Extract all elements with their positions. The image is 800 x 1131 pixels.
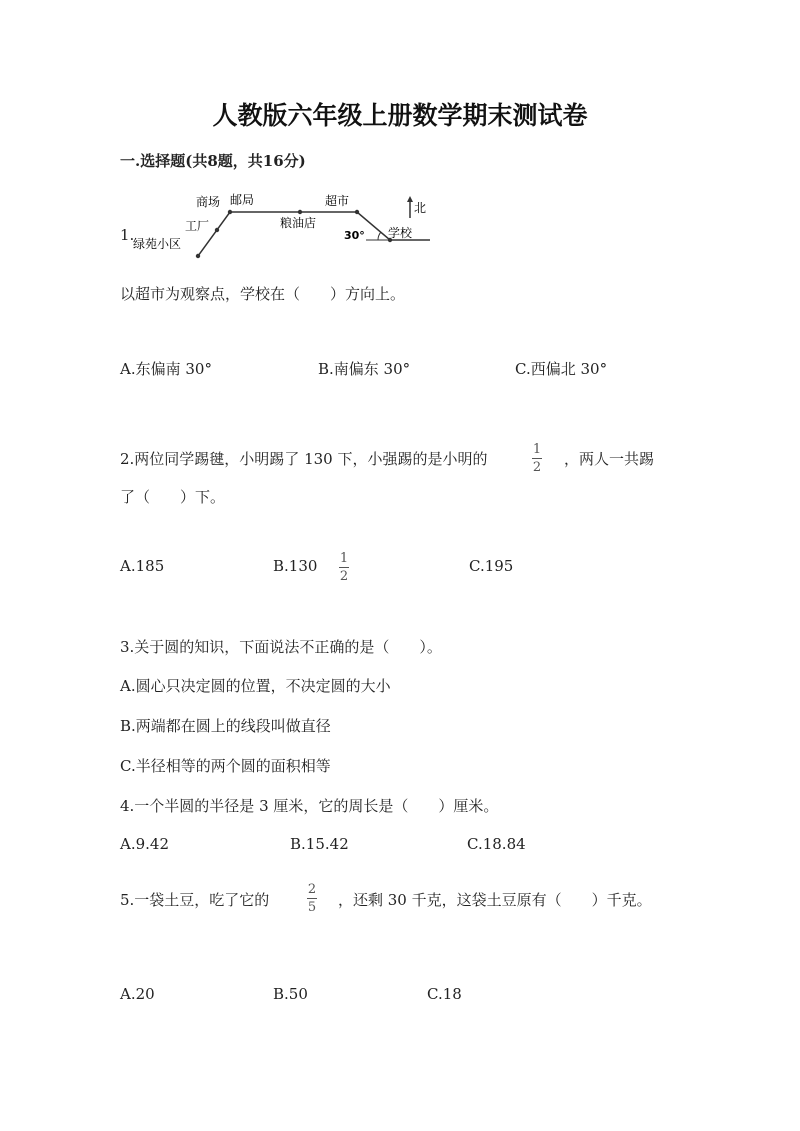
q5-text-b: ，还剩 30 千克，这袋土豆原有（ ）千克。 — [338, 891, 652, 909]
map-label-school: 学校 — [388, 226, 413, 240]
q2-option-a: A.185 — [120, 557, 165, 575]
q1-map-diagram — [130, 190, 440, 262]
q2-text-c: 了（ ）下。 — [120, 488, 226, 506]
q4-text: 4.一个半圆的半径是 3 厘米，它的周长是（ ）厘米。 — [120, 797, 499, 815]
q2-option-b: B.130 — [273, 557, 318, 575]
q3-text: 3.关于圆的知识，下面说法不正确的是（ ）。 — [120, 638, 442, 656]
map-label-post: 邮局 — [230, 193, 255, 207]
section-heading: 一.选择题(共8题，共16分) — [120, 152, 306, 170]
map-label-north: 北 — [414, 201, 427, 215]
q2-option-b-numerator: 1 — [339, 551, 349, 566]
q5-fraction-denominator: 5 — [307, 900, 317, 915]
q3-option-b: B.两端都在圆上的线段叫做直径 — [120, 717, 331, 735]
map-label-garden: 绿苑小区 — [133, 237, 182, 251]
page-title: 人教版六年级上册数学期末测试卷 — [212, 101, 588, 130]
q5-text-a: 5.一袋土豆，吃了它的 — [120, 891, 270, 909]
q4-option-b: B.15.42 — [290, 835, 349, 853]
map-label-grain: 粮油店 — [280, 216, 317, 230]
q2-option-b-fraction — [339, 552, 349, 583]
q3-option-a: A.圆心只决定圆的位置，不决定圆的大小 — [120, 677, 391, 695]
q4-option-c: C.18.84 — [467, 835, 526, 853]
q1-option-a: A.东偏南 30° — [120, 360, 212, 378]
map-label-angle: 30° — [344, 229, 365, 242]
q2-option-b-denominator: 2 — [339, 569, 349, 584]
q5-fraction-numerator: 2 — [307, 882, 317, 897]
q2-text-b: ，两人一共踢 — [564, 450, 655, 468]
q2-fraction — [532, 443, 542, 474]
q1-text: 以超市为观察点，学校在（ ）方向上。 — [120, 285, 406, 303]
map-label-mall: 商场 — [196, 195, 221, 209]
q2-option-c: C.195 — [469, 557, 514, 575]
q5-option-a: A.20 — [120, 985, 155, 1003]
q2-fraction-denominator: 2 — [532, 460, 542, 475]
q2-text-a: 2.两位同学踢毽，小明踢了 130 下，小强踢的是小明的 — [120, 450, 488, 468]
q5-option-c: C.18 — [427, 985, 462, 1003]
q2-fraction-numerator: 1 — [532, 442, 542, 457]
q3-option-c: C.半径相等的两个圆的面积相等 — [120, 757, 331, 775]
q1-option-c: C.西偏北 30° — [515, 360, 608, 378]
map-label-factory: 工厂 — [185, 219, 210, 233]
q1-number: 1. — [120, 226, 135, 244]
map-label-market: 超市 — [325, 194, 350, 208]
q4-option-a: A.9.42 — [120, 835, 169, 853]
q1-option-b: B.南偏东 30° — [318, 360, 411, 378]
q5-fraction — [307, 883, 317, 914]
q5-option-b: B.50 — [273, 985, 308, 1003]
